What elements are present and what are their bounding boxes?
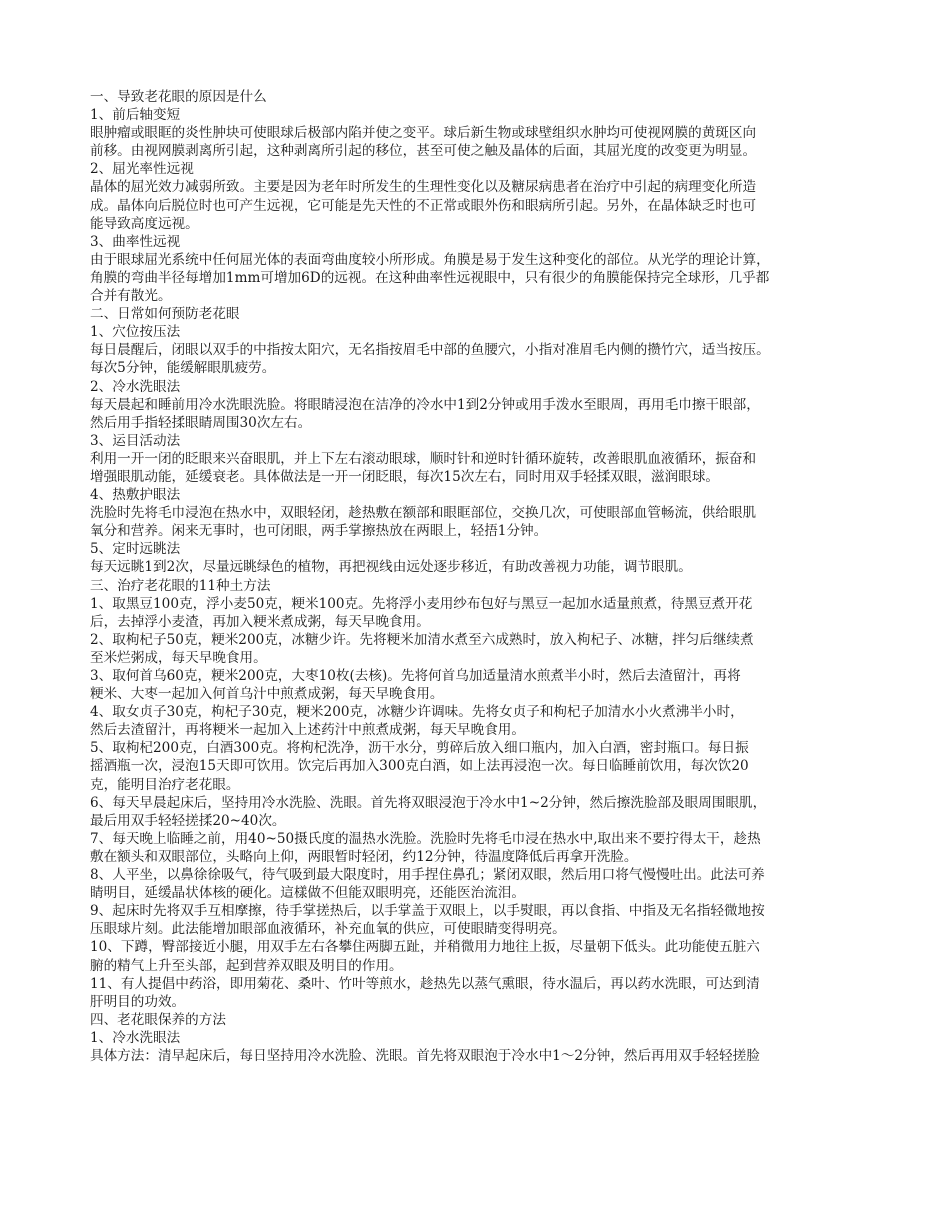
- text-line: 增强眼肌动能，延缓衰老。具体做法是一开一闭眨眼，每次15次左右，同时用双手轻揉双眼，滋润眼球。: [90, 468, 720, 485]
- text-line: 三、治疗老花眼的11种土方法: [90, 577, 271, 594]
- text-line: 每天晨起和睡前用冷水洗眼洗脸。将眼睛浸泡在洁净的冷水中1到2分钟或用手泼水至眼周，再用毛巾擦干眼部，: [90, 396, 760, 413]
- text-line: 能导致高度远视。: [90, 215, 199, 232]
- text-line: 二、日常如何预防老花眼: [90, 306, 240, 323]
- text-line: 每日晨醒后，闭眼以双手的中指按太阳穴，无名指按眉毛中部的鱼腰穴，小指对准眉毛内侧的攒竹穴，适当按压。: [90, 342, 770, 359]
- text-line: 9、起床时先将双手互相摩擦，待手掌搓热后，以手掌盖于双眼上，以手熨眼，再以食指、中指及无名指轻微地按: [90, 903, 765, 920]
- text-line: 4、热敷护眼法: [90, 487, 181, 504]
- text-line: 5、取枸杞200克，白酒300克。将枸杞洗净，沥干水分，剪碎后放入细口瓶内，加入白酒，密封瓶口。每日振: [90, 740, 749, 757]
- text-line: 腑的精气上升至头部，起到营养双眼及明目的作用。: [90, 957, 403, 974]
- text-line: 由于眼球屈光系统中任何屈光体的表面弯曲度较小所形成。角膜是易于发生这种变化的部位。从光学的理论计算，: [90, 251, 770, 268]
- document-body: [90, 88, 860, 1065]
- text-line: 一、导致老花眼的原因是什么: [90, 89, 267, 105]
- text-line: 1、冷水洗眼法: [90, 1029, 181, 1046]
- text-line: 然后去渣留汁，再将粳米一起加入上述药汁中煎煮成粥，每天早晚食用。: [90, 722, 525, 739]
- text-line: 每次5分钟，能缓解眼肌疲劳。: [90, 360, 276, 377]
- text-line: 至米烂粥成，每天早晚食用。: [90, 649, 267, 666]
- text-line: 6、每天早晨起床后，坚持用冷水洗脸、洗眼。首先将双眼浸泡于冷水中1~2分钟，然后擦洗脸部及眼周围眼肌，: [90, 794, 767, 811]
- text-line: 1、穴位按压法: [90, 324, 181, 341]
- text-line: 肝明目的功效。: [90, 993, 186, 1010]
- text-line: 睛明目，延缓晶状体核的硬化。這樣做不但能双眼明亮，还能医治流泪。: [90, 885, 525, 902]
- text-line: 压眼球片刻。此法能增加眼部血液循环，补充血氧的供应，可使眼睛变得明亮。: [90, 921, 566, 938]
- text-line: 然后用手指轻揉眼睛周围30次左右。: [90, 414, 312, 431]
- text-line: 10、下蹲，臀部接近小腿，用双手左右各攀住两脚五趾，并稍微用力地往上扳，尽量朝下低头。此功能使五脏六: [90, 939, 760, 956]
- text-line: 2、冷水洗眼法: [90, 378, 181, 395]
- text-line: 1、前后轴变短: [90, 107, 181, 124]
- text-line: 具体方法：清早起床后，每日坚持用冷水洗脸、洗眼。首先将双眼泡于冷水中1～2分钟，然后再用双手轻轻搓脸: [90, 1047, 760, 1064]
- text-line: 成。晶体向后脱位时也可产生远视，它可能是先天性的不正常或眼外伤和眼病所引起。另外，在晶体缺乏时也可: [90, 197, 757, 214]
- text-line: 摇酒瓶一次，浸泡15天即可饮用。饮完后再加入300克白酒，如上法再浸泡一次。每日临睡前饮用，每次饮20: [90, 758, 749, 775]
- text-line: 4、取女贞子30克，枸杞子30克，粳米200克，冰糖少许调味。先将女贞子和枸杞子加清水小火煮沸半小时，: [90, 704, 744, 721]
- text-line: 5、定时远眺法: [90, 541, 181, 558]
- text-line: 前移。由视网膜剥离所引起，这种剥离所引起的移位，甚至可使之触及晶体的后面，其屈光度的改变更为明显。: [90, 143, 757, 160]
- text-line: 3、曲率性远视: [90, 233, 181, 250]
- text-line: 敷在额头和双眼部位，头略向上仰，两眼暂时轻闭，约12分钟，待温度降低后再拿开洗脸。: [90, 848, 638, 865]
- text-line: 8、人平坐，以鼻徐徐吸气，待气吸到最大限度时，用手捏住鼻孔；紧闭双眼，然后用口将气慢慢吐出。此法可养: [90, 867, 765, 884]
- text-line: 7、每天晚上临睡之前，用40~50摄氏度的温热水洗脸。洗脸时先将毛巾浸在热水中,取出来不要拧得太干，趁热: [90, 830, 761, 847]
- text-line: 眼肿瘤或眼眶的炎性肿块可使眼球后极部内陷并使之变平。球后新生物或球壁组织水肿均可使视网膜的黄斑区向: [90, 125, 757, 142]
- text-line: 最后用双手轻轻搓揉20~40次。: [90, 812, 286, 829]
- text-line: 粳米、大枣一起加入何首乌汁中煎煮成粥，每天早晚食用。: [90, 686, 444, 703]
- text-line: 每天远眺1到2次，尽量远眺绿色的植物，再把视线由远处逐步移近，有助改善视力功能，调节眼肌。: [90, 559, 692, 576]
- text-line: 克，能明目治疗老花眼。: [90, 776, 240, 793]
- text-line: 晶体的屈光效力减弱所致。主要是因为老年时所发生的生理性变化以及糖尿病患者在治疗中引起的病理变化所造: [90, 179, 757, 196]
- text-line: 角膜的弯曲半径每增加1mm可增加6D的远视。在这种曲率性远视眼中，只有很少的角膜能保持完全球形，几乎都: [90, 269, 770, 286]
- text-line: 2、屈光率性远视: [90, 161, 194, 178]
- text-line: 利用一开一闭的眨眼来兴奋眼肌，并上下左右滚动眼球，顺时针和逆时针循环旋转，改善眼肌血液循环，振奋和: [90, 450, 757, 467]
- text-line: 3、运目活动法: [90, 432, 181, 449]
- text-line: 3、取何首乌60克，粳米200克，大枣10枚(去核)。先将何首乌加适量清水煎煮半小时，然后去渣留汁，再将: [90, 668, 741, 684]
- text-line: 后，去掉浮小麦渣，再加入粳米煮成粥，每天早晚食用。: [90, 613, 430, 630]
- text-line: 四、老花眼保养的方法: [90, 1011, 226, 1028]
- text-line: 洗脸时先将毛巾浸泡在热水中，双眼轻闭，趁热敷在额部和眼眶部位，交换几次，可使眼部血管畅流，供给眼肌: [90, 505, 757, 522]
- text-line: 11、有人提倡中药浴，即用菊花、桑叶、竹叶等煎水，趁热先以蒸气熏眼，待水温后，再以药水洗眼，可达到清: [90, 975, 760, 992]
- text-line: 合并有散光。: [90, 288, 172, 305]
- text-line: 氧分和营养。闲来无事时，也可闭眼，两手掌擦热放在两眼上，轻捂1分钟。: [90, 523, 548, 540]
- text-line: 2、取枸杞子50克，粳米200克，冰糖少许。先将粳米加清水煮至六成熟时，放入枸杞子、冰糖，拌匀后继续煮: [90, 631, 754, 648]
- text-line: 1、取黑豆100克，浮小麦50克，粳米100克。先将浮小麦用纱布包好与黑豆一起加水适量煎煮，待黑豆煮开花: [90, 595, 753, 612]
